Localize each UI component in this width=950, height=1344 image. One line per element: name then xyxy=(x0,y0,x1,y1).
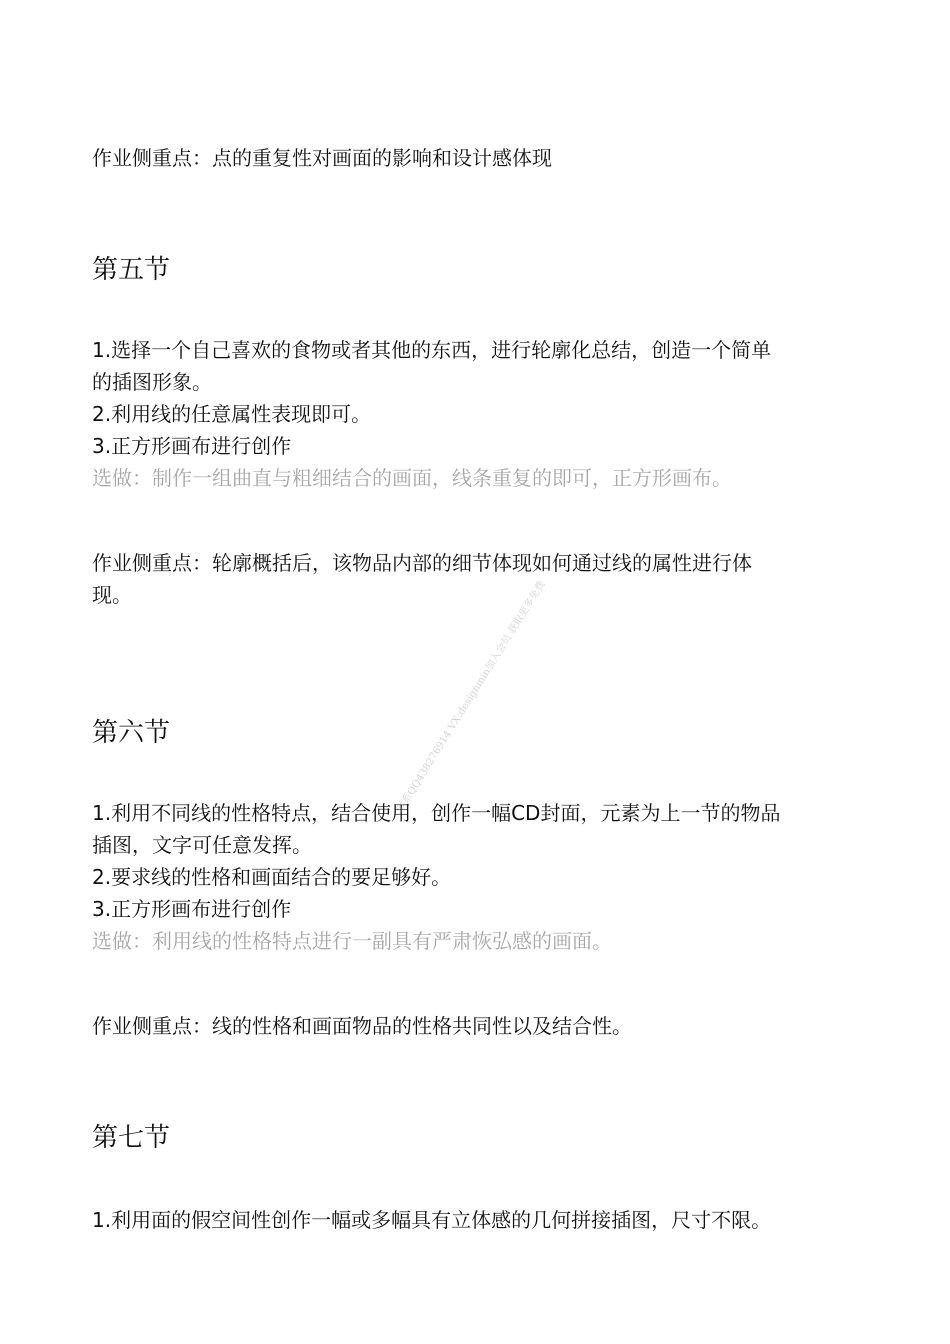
focus-point-section4 xyxy=(92,142,862,174)
section6-item2: 2.要求线的性格和画面结合的要足够好。 xyxy=(92,865,452,889)
focus-point-section5-line1: 作业侧重点：轮廓概括后，该物品内部的细节体现如何通过线的属性进行体 xyxy=(92,551,752,575)
watermark-text: 联系QQ438276914 VX:designmin加入会员 获取更多免费 xyxy=(395,579,548,815)
focus-point-section6-text: 作业侧重点：线的性格和画面物品的性格共同性以及结合性。 xyxy=(92,1014,632,1038)
section7-item1: 1.利用面的假空间性创作一幅或多幅具有立体感的几何拼接插图，尺寸不限。 xyxy=(92,1208,772,1232)
section5-tasks xyxy=(92,334,862,494)
section6-heading: 第六节 xyxy=(92,718,171,748)
focus-point-section5-line2: 现。 xyxy=(92,583,132,607)
section5-heading: 第五节 xyxy=(92,255,171,285)
section6-item1-line2: 插图，文字可任意发挥。 xyxy=(92,833,312,857)
section5-item2: 2.利用线的任意属性表现即可。 xyxy=(92,402,372,426)
section7-tasks xyxy=(92,1204,862,1236)
section7-heading: 第七节 xyxy=(92,1123,171,1153)
section5-item3: 3.正方形画布进行创作 xyxy=(92,434,292,458)
section6-item1-line1: 1.利用不同线的性格特点，结合使用，创作一幅CD封面，元素为上一节的物品 xyxy=(92,801,781,825)
focus-point-section5 xyxy=(92,547,862,611)
section5-item1-line2: 的插图形象。 xyxy=(92,370,212,394)
section5-item1-line1: 1.选择一个自己喜欢的食物或者其他的东西，进行轮廓化总结，创造一个简单 xyxy=(92,338,772,362)
section5-optional: 选做：制作一组曲直与粗细结合的画面，线条重复的即可，正方形画布。 xyxy=(92,466,732,490)
focus-point-section6 xyxy=(92,1010,862,1042)
focus-point-section4-text: 作业侧重点：点的重复性对画面的影响和设计感体现 xyxy=(92,146,552,170)
section6-optional: 选做：利用线的性格特点进行一副具有严肃恢弘感的画面。 xyxy=(92,929,612,953)
section6-tasks xyxy=(92,797,862,957)
section6-item3: 3.正方形画布进行创作 xyxy=(92,897,292,921)
